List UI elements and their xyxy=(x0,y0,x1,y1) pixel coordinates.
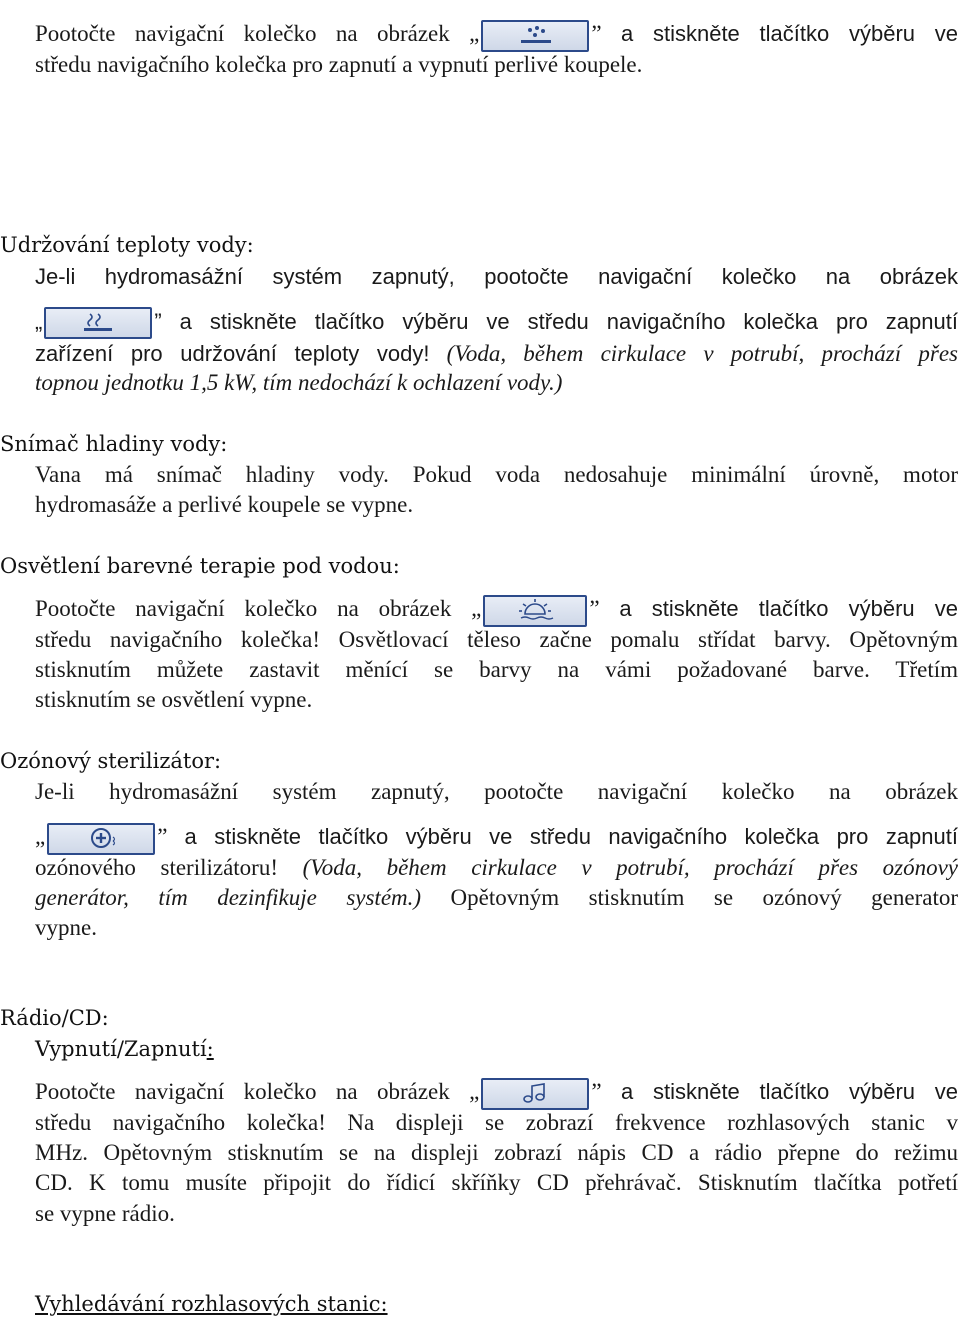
temp-line-3: zařízení pro udržování teploty vody! (Voda, během cirkulace v potrubí, prochází přes xyxy=(35,341,958,366)
bubble-bath-icon xyxy=(481,20,589,52)
level-line-1: Vana má snímač hladiny vody. Pokud voda nedosahuje minimální úrovně, motor xyxy=(35,462,958,487)
radio-line-5: se vypne rádio. xyxy=(35,1201,175,1226)
ozone-heading: Ozónový sterilizátor: xyxy=(0,749,222,773)
radio-line-4: CD. K tomu musíte připojit do řídicí skříňky CD přehrávač. Stisknutím tlačítka potřetí xyxy=(35,1170,958,1195)
radio-line-3: MHz. Opětovným stisknutím se na displeji zobrazí nápis CD a rádio přepne do režimu xyxy=(35,1140,958,1165)
ozone-line-4: generátor, tím dezinfikuje systém.) Opětovným stisknutím se ozónový generator xyxy=(35,885,959,910)
bubble-line-2: středu navigačního kolečka pro zapnutí a vypnutí perlivé koupele. xyxy=(35,52,643,77)
radio-heading: Rádio/CD: xyxy=(0,1006,109,1030)
temp-heading: Udržování teploty vody: xyxy=(0,233,254,257)
ozone-line-3: ozónového sterilizátoru! (Voda, během cirkulace v potrubí, prochází přes ozónový xyxy=(35,855,959,880)
temp-line-1: Je-li hydromasážní systém zapnutý, pootočte navigační kolečko na obrázek xyxy=(35,264,958,289)
sun-light-icon xyxy=(483,595,587,627)
level-line-2: hydromasáže a perlivé koupele se vypne. xyxy=(35,492,414,517)
light-line-1: Pootočte navigační kolečko na obrázek „ ” a stiskněte tlačítko výběru ve xyxy=(35,594,958,627)
radio-line-1: Pootočte navigační kolečko na obrázek „ ” a stiskněte tlačítko výběru ve xyxy=(35,1077,958,1110)
text: a stiskněte tlačítko výběru ve xyxy=(620,21,959,46)
ozone-line-1: Je-li hydromasážní systém zapnutý, pootočte navigační kolečko na obrázek xyxy=(35,779,958,804)
search-heading: Vyhledávání rozhlasových stanic: xyxy=(35,1292,388,1316)
level-heading: Snímač hladiny vody: xyxy=(0,432,228,456)
light-line-3: stisknutím můžete zastavit měnící se barvy na vámi požadované barve. Třetím xyxy=(35,657,958,682)
ozone-line-5: vypne. xyxy=(35,915,97,940)
light-heading: Osvětlení barevné terapie pod vodou: xyxy=(0,554,400,578)
ozone-line-2: „ ” a stiskněte tlačítko výběru ve středu navigačního kolečka pro zapnutí xyxy=(35,822,958,855)
light-line-2: středu navigačního kolečka! Osvětlovací těleso začne pomalu střídat barvy. Opětovným xyxy=(35,627,958,652)
temp-line-4: topnou jednotku 1,5 kW, tím nedochází k ochlazení vody.) xyxy=(35,370,563,395)
light-line-4: stisknutím se osvětlení vypne. xyxy=(35,687,313,712)
ozone-plus-icon xyxy=(47,823,155,855)
radio-subheading: Vypnutí/Zapnutí: xyxy=(35,1037,214,1061)
heater-icon xyxy=(44,307,152,339)
radio-line-2: středu navigačního kolečka! Na displeji se zobrazí frekvence rozhlasových stanic v xyxy=(35,1110,958,1135)
music-note-icon xyxy=(481,1078,589,1110)
bubble-line-1: Pootočte navigační kolečko na obrázek „ ” a stiskněte tlačítko výběru ve xyxy=(35,19,958,52)
temp-line-2: „ ” a stiskněte tlačítko výběru ve středu navigačního kolečka pro zapnutí xyxy=(35,307,958,339)
text: Pootočte navigační kolečko na obrázek xyxy=(35,21,450,46)
